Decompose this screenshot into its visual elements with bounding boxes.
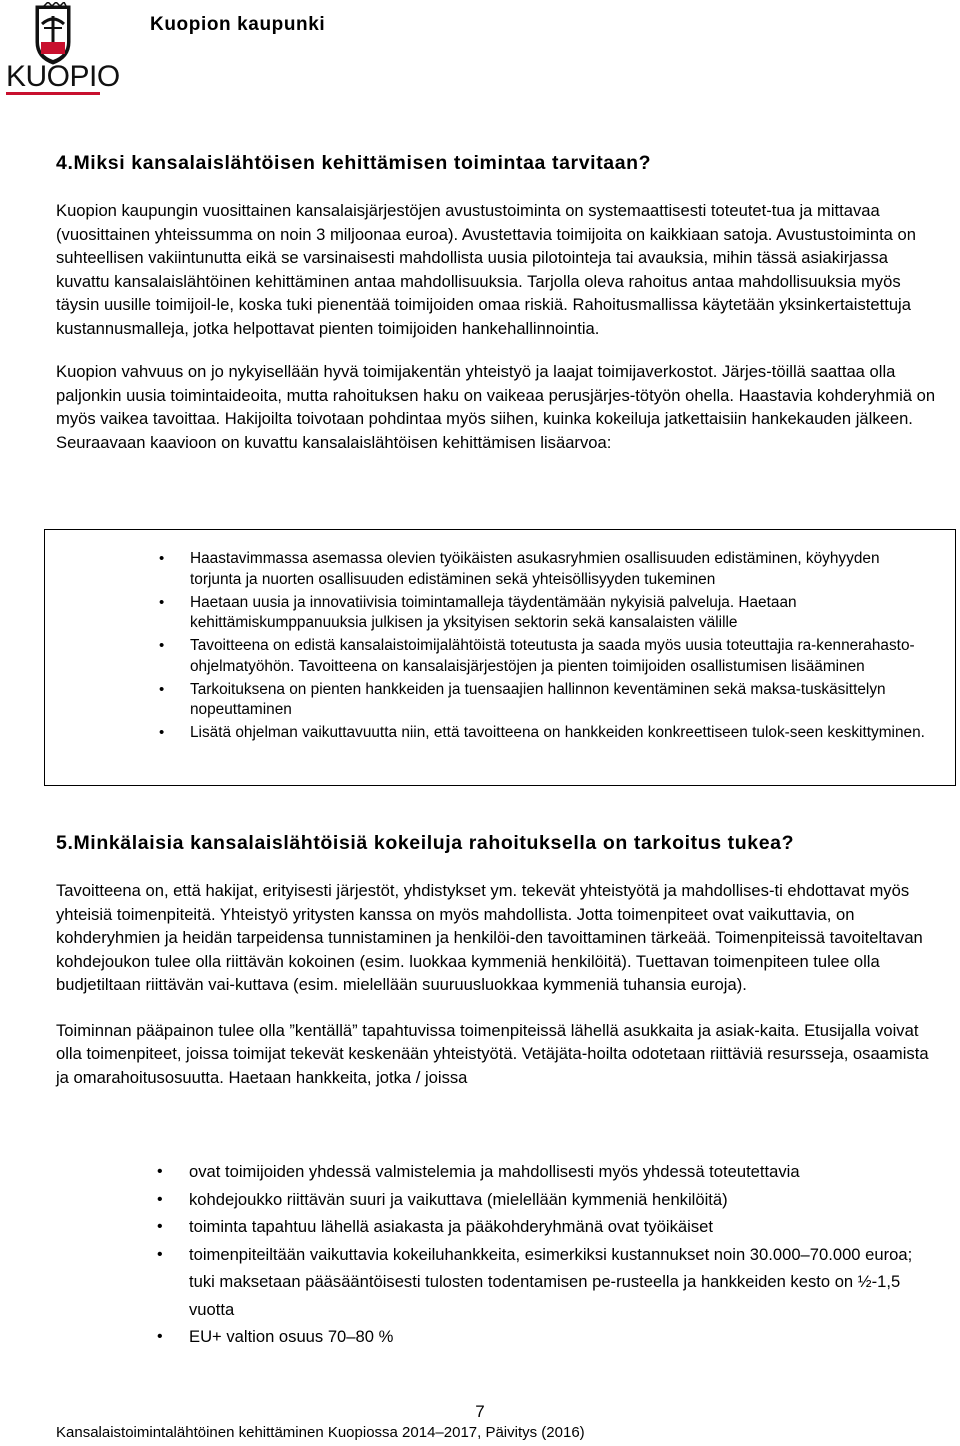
footer-text: Kansalaistoimintalähtöinen kehittäminen Kuopiossa 2014–2017, Päivitys (2016) xyxy=(56,1424,585,1441)
list-item: • EU+ valtion osuus 70–80 % xyxy=(56,1323,936,1351)
list-item: • Lisätä ohjelman vaikuttavuutta niin, että tavoitteena on hankkeiden konkreettiseen tulok-seen keskittyminen. xyxy=(45,723,955,744)
bullet-icon: • xyxy=(159,680,165,698)
section-4-heading: 4.Miksi kansalaislähtöisen kehittämisen toimintaa tarvitaan? xyxy=(56,152,652,174)
kuopio-logo xyxy=(4,2,120,100)
list-item: • toimenpiteiltään vaikuttavia kokeiluhankkeita, esimerkiksi kustannukset noin 30.000–70.000 euroa; tuki maksetaan pääsääntöisesti tulosten todentamisen pe-rusteella ja hankkeiden kesto on ½-1,5 vuotta xyxy=(56,1241,936,1324)
section-4 xyxy=(56,152,936,454)
bullet-icon: • xyxy=(157,1190,163,1208)
bullet-icon: • xyxy=(157,1218,163,1235)
bullet-icon: • xyxy=(159,550,165,567)
logo-wordmark: KUOPIO xyxy=(6,60,120,93)
list-item: • Haastavimmassa asemassa olevien työikäisten asukasryhmien osallisuuden edistäminen, köyhyyden torjunta ja nuorten osallisuuden edistäminen sekä yhteisöllisyyden tukeminen xyxy=(159,550,880,588)
bullet-icon: • xyxy=(157,1245,163,1263)
list-item: • kohdejoukko riittävän suuri ja vaikuttava (mielellään kymmeniä henkilöitä) xyxy=(56,1186,936,1214)
organization-name: Kuopion kaupunki xyxy=(150,14,326,35)
list-item: • toiminta tapahtuu lähellä asiakasta ja pääkohderyhmänä ovat työikäiset xyxy=(56,1213,936,1241)
list-item: • Tavoitteena on edistä kansalaistoimijalähtöistä toteutusta ja saada myös uusia toteuttajia ra-kennerahasto-ohjelmatyöhön. Tavoitteena on kansalaisjärjestöjen ja pienten toimijoiden osallistumisen lisääminen xyxy=(159,637,915,675)
section-5-list-wrap xyxy=(56,1158,936,1351)
bullet-icon: • xyxy=(159,724,165,742)
section-4-paragraph-1: Kuopion kaupungin vuosittainen kansalaisjärjestöjen avustustoiminta on systemaattisesti toteutet-tua ja mittavaa (vuosittainen yhteissumma on noin 3 miljoonaa euroa). Avustettavia toimijoita on kaikkiaan satoja. Avustustoiminta on suhteellisen vakiintunutta eikä se varsinaisesti mahdollista uusia pilotointeja tai avauksia, mihin tässä asiakirjassa kuvattu kansalaislähtöinen kehittäminen antaa mahdollisuuksia. Tarjolla oleva rahoitus antaa mahdollisuuksia myös täysin uusille toimijoil-le, koska tuki pienentää toimijoiden omaa riskiä. Rahoitusmallissa käytetään yksinkertaistettuja kustannusmalleja, jotka helpottavat pienten toimijoiden hankehallinnointia. xyxy=(56,201,916,338)
section-5-paragraph-1: Tavoitteena on, että hakijat, erityisesti järjestöt, yhdistykset ym. tekevät yhteistyötä ja mahdollises-ti ehdottavat myös yhteisiä toimenpiteitä. Yhteistyö yritysten kanssa on myös mahdollista. Jotta toimenpiteet ovat vaikuttavia, on kohderyhmien ja heidän tarpeidensa tunnistaminen ja henkilöi-den tavoittaminen tärkeää. Toimenpiteissä tavoiteltavan kohdejoukon tulee olla riittävän kokoinen (esim. luokkaa kymmeniä henkilöitä). Tuettavan toimenpiteen tulee olla budjetiltaan riittävän vai-kuttava (esim. mielellään suuruusluokkaa kymmeniä tuhansia euroja). xyxy=(56,881,923,994)
list-item: • ovat toimijoiden yhdessä valmistelemia ja mahdollisesti myös yhdessä toteutettavia xyxy=(56,1158,936,1186)
bullet-icon: • xyxy=(157,1328,163,1345)
section-5-heading: 5.Minkälaisia kansalaislähtöisiä kokeiluja rahoituksella on tarkoitus tukea? xyxy=(56,832,795,854)
page-number: 7 xyxy=(475,1402,485,1421)
list-item: • Tarkoituksena on pienten hankkeiden ja tuensaajien hallinnon keventäminen sekä maksa-tuskäsittelyn nopeuttaminen xyxy=(159,680,886,719)
section-4-paragraph-2: Kuopion vahvuus on jo nykyisellään hyvä toimijakentän yhteistyö ja laajat toimijaverkostot. Järjes-töillä saattaa olla paljonkin uusia toimintaideoita, mutta rahoituksen haku on vaikeaa perusjärjes-tötyön ohella. Haastavia kohderyhmiä on myös vaikea tavoittaa. Hakijoilta toivotaan pohdintaa myös siihen, kuinka kokeiluja jatkettaisiin hankekauden jälkeen. Seuraavaan kaavioon on kuvattu kansalaislähtöisen kehittämisen lisäarvoa: xyxy=(56,362,936,452)
added-value-box xyxy=(44,529,956,786)
section-5-paragraph-2: Toiminnan pääpainon tulee olla ”kentällä” tapahtuvissa toimenpiteissä lähellä asukkaita ja asiak-kaita. Etusijalla voivat olla toimenpiteet, joissa toimijat tekevät keskenään yhteistyötä. Vetäjäta-hoilta odotetaan riittäviä resursseja, osaamista ja omarahoitusosuutta. Haetaan hankkeita, jotka / joissa xyxy=(56,1020,929,1087)
bullet-icon: • xyxy=(159,637,165,655)
bullet-icon: • xyxy=(159,593,165,611)
list-item: • Haetaan uusia ja innovatiivisia toimintamalleja täydentämään nykyisiä palveluja. Haetaan kehittämiskumppanuuksia julkisen ja yksityisen sektorin sekä kansalaisten välille xyxy=(159,593,797,632)
bullet-icon: • xyxy=(157,1163,163,1180)
project-criteria-list xyxy=(56,1158,936,1351)
added-value-list xyxy=(45,549,955,746)
section-5 xyxy=(56,832,936,1089)
